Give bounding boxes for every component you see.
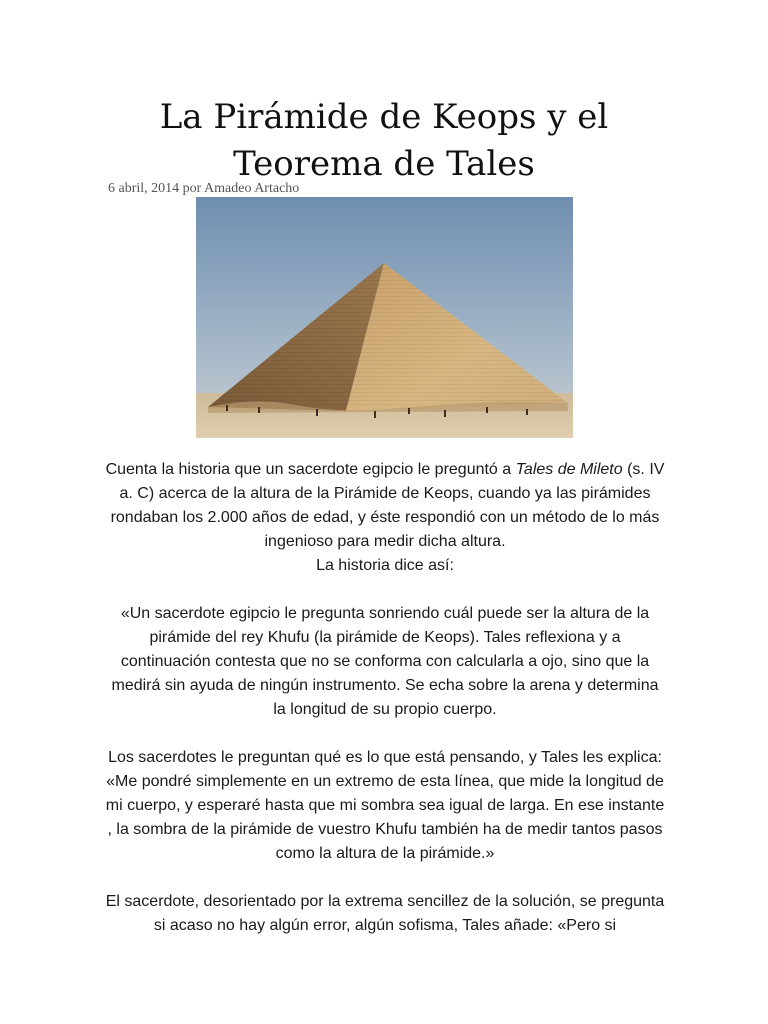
intro-paragraph: [104, 458, 666, 554]
intro-text-end: (s. IV a. C) acerca de la altura de la Pirámide de Keops, cuando ya las pirámides rondaban los 2.000 años de edad, y éste respondió con un método de lo más ingenioso para medir dicha altura.: [110, 461, 665, 550]
article-title: La Pirámide de Keops y el Teorema de Tales: [159, 97, 609, 184]
story-paragraph-3: El sacerdote, desorientado por la extrema sencillez de la solución, se pregunta si acaso no hay algún error, algún sofisma, Tales añade: «Pero si: [105, 893, 665, 934]
intro-lead-line: La historia dice así:: [316, 557, 454, 574]
tales-de-mileto-emphasis: Tales de Mileto: [515, 461, 623, 478]
article-body: [104, 458, 666, 962]
intro-text-start: Cuenta la historia que un sacerdote egipcio le preguntó a: [105, 461, 516, 478]
story-paragraph-1: «Un sacerdote egipcio le pregunta sonriendo cuál puede ser la altura de la pirámide del rey Khufu (la pirámide de Keops). Tales reflexiona y a continuación contesta que no se conforma con calcularla a ojo, sino que la medirá sin ayuda de ningún instrumento. Se echa sobre la arena y determina la longitud de su propio cuerpo.: [111, 605, 659, 718]
pyramid-photo: [196, 197, 573, 438]
story-paragraph-2: Los sacerdotes le preguntan qué es lo que está pensando, y Tales les explica: «Me pondré simplemente en un extremo de esta línea, que mide la longitud de mi cuerpo, y esperaré hasta que mi sombra sea igual de larga. En ese instante , la sombra de la pirámide de vuestro Khufu también ha de medir tantos pasos como la altura de la pirámide.»: [105, 749, 665, 862]
article-byline: 6 abril, 2014 por Amadeo Artacho: [108, 181, 300, 196]
